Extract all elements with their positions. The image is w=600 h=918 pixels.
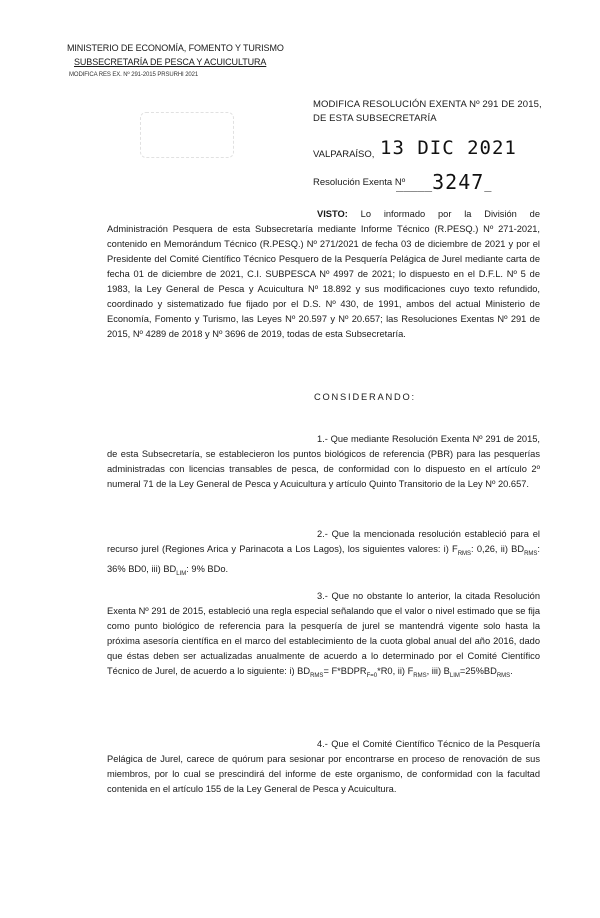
visto-paragraph — [107, 207, 540, 372]
resolution-number-value: 3247 — [432, 170, 485, 194]
c2-sub1: RMS — [457, 550, 472, 557]
c2-sub3: LIM — [176, 570, 187, 577]
resolution-number-suffix: _ — [484, 178, 492, 192]
c2-part4: : 9% BDo. — [186, 563, 229, 574]
c3-part6: . — [510, 666, 513, 676]
c3-part4: , iii) B — [426, 666, 450, 676]
ministry-header: MINISTERIO DE ECONOMÍA, FOMENTO Y TURISMO — [67, 43, 284, 53]
subsecretaria-header: SUBSECRETARÍA DE PESCA Y ACUICULTURA — [74, 57, 267, 67]
considerando-4 — [107, 737, 540, 797]
c3-part3: *R0, ii) F — [377, 666, 414, 676]
visto-lead: VISTO: — [317, 209, 348, 219]
handwritten-date: 13 DIC 2021 — [380, 137, 517, 159]
considerando-2 — [107, 527, 540, 577]
considerando-3 — [107, 589, 540, 724]
c3-sub5: RMS — [496, 672, 511, 679]
c3-intro: 3.- Que no obstante lo anterior, la citada Resolución Exenta Nº 291 de 2015, estableció una regla especial señalando que el valor o nivel estimado que se fija como punto biológico de referencia para la pesquería de jurel se mantendrá vigente solo hasta la próxima asesoría científica en el marco del establecimiento de la cuota global anual del año 2016, dado que éstas deben ser actualizadas anualmente de acuerdo a lo determinado por el Comité Científico Técnico de Jurel, de acuerdo a lo siguiente: i) BD — [107, 591, 540, 676]
c3-sub3: RMS — [413, 672, 427, 679]
c3-sub4: LIM — [449, 672, 460, 679]
considerando-1 — [107, 432, 540, 517]
c2-part2: : 0,26, ii) BD — [471, 544, 525, 554]
visto-text: Lo informado por la División de Administración Pesquera de esta Subsecretaría mediante Informe Técnico (R.PESQ.) Nº 271-2021, contenido en Memorándum Técnico (R.PESQ.) Nº 271/2021 de fecha 03 de diciembre de 2021 y por el Presidente del Comité Científico Técnico Pesquero de la Pesquería Pelágica de Jurel mediante carta de fecha 01 de diciembre de 2021, C.I. SUBPESCA Nº 4997 de 2021; lo dispuesto en el D.F.L. Nº 5 de 1983, la Ley General de Pesca y Acuicultura Nº 18.892 y sus modificaciones cuyo texto refundido, coordinado y sistematizado fue fijado por el D.S. Nº 430, de 1991, ambos del actual Ministerio de Economía, Fomento y Turismo, las Leyes Nº 20.597 y Nº 20.657; las Resoluciones Exentas Nº 291 de 2015, Nº 4289 de 2018 y Nº 3696 de 2019, todas de esta Subsecretaría. — [107, 209, 540, 339]
c2-sub2: RMS — [524, 550, 538, 557]
c3-part5: =25%BD — [459, 666, 497, 676]
resolution-title-line1: MODIFICA RESOLUCIÓN EXENTA Nº 291 DE 2015, — [313, 99, 542, 110]
c3-sub2: F=0 — [366, 672, 378, 679]
resolution-number-label: Resolución Exenta Nº — [313, 177, 406, 188]
c3-part2: = F*BDPR — [323, 666, 367, 676]
c3-sub1: RMS — [310, 672, 324, 679]
considerando-4-text: 4.- Que el Comité Científico Técnico de la Pesquería Pelágica de Jurel, carece de quórum para sesionar por encontrarse en proceso de renovación de sus miembros, por lo cual se prescindirá del informe de este organismo, de conformidad con la facultad contenida en el artículo 155 de la Ley General de Pesca y Acuicultura. — [107, 739, 540, 794]
considerando-1-text: 1.- Que mediante Resolución Exenta Nº 291 de 2015, de esta Subsecretaría, se establecieron los puntos biológicos de referencia (PBR) para las pesquerías administradas con licencias transables de pesca, de conformidad con lo dispuesto en el artículo 2º numeral 71 de la Ley General de Pesca y Acuicultura y artículo Quinto Transitorio de la Ley Nº 20.657. — [107, 434, 540, 489]
c2-intro: 2.- Que la mencionada resolución estableció para el recurso jurel (Regiones Arica y Parinacota a Los Lagos), los siguientes valores: i) F — [107, 529, 540, 554]
considerando-heading: CONSIDERANDO: — [314, 392, 416, 402]
resolution-title-line2: DE ESTA SUBSECRETARÍA — [313, 113, 437, 124]
resolution-number-prefix: _____ — [396, 178, 433, 192]
resolution-number — [396, 170, 492, 194]
reference-code: MODIFICA RES EX. Nº 291-2015 PRSURHI 2021 — [69, 72, 199, 78]
c2-part3: : 36% BD0, iii) BD — [107, 544, 540, 574]
faded-stamp — [140, 112, 234, 158]
place-label: VALPARAÍSO, — [313, 149, 375, 160]
